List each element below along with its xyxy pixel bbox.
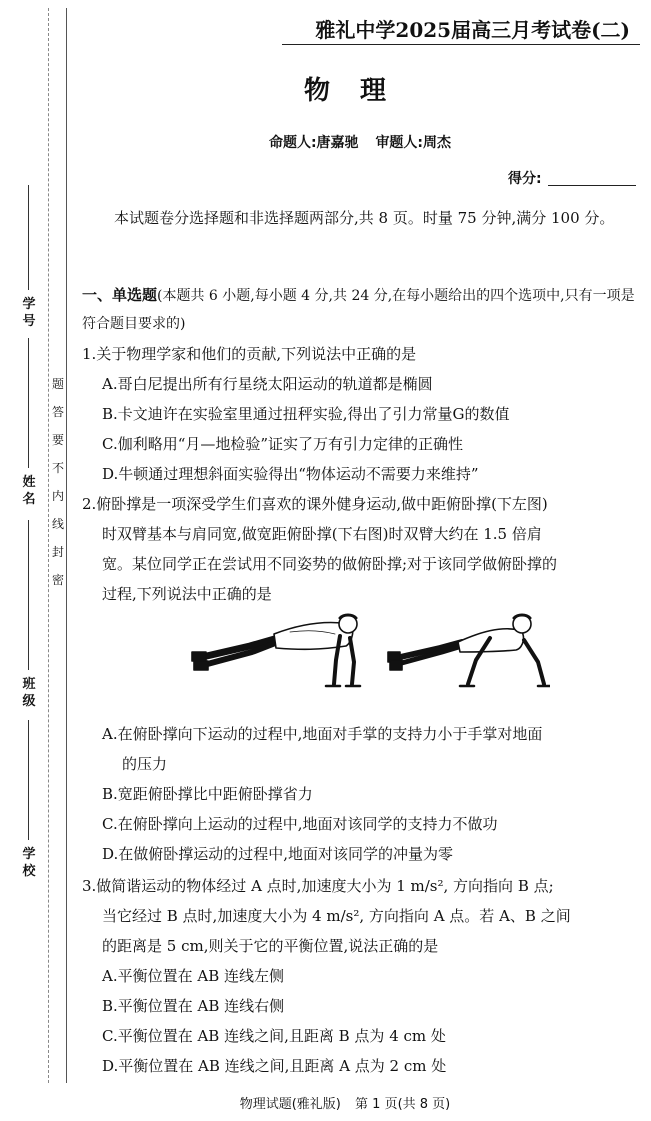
q3-option-c: C.平衡位置在 AB 连线之间,且距离 B 点为 4 cm 处 (102, 1027, 446, 1045)
q2-option-a-cont: 的压力 (122, 755, 168, 773)
q3-option-b: B.平衡位置在 AB 连线右侧 (102, 997, 285, 1015)
q2-stem-line-3: 宽。某位同学正在尝试用不同姿势的做俯卧撑;对于该同学做俯卧撑的 (102, 555, 558, 573)
section-heading (82, 281, 638, 338)
wide-grip-pushup-figure (388, 615, 550, 686)
school-line (28, 720, 29, 840)
pushup-figures (190, 612, 550, 708)
q3-option-a: A.平衡位置在 AB 连线左侧 (102, 967, 284, 985)
q1-option-d: D.牛顿通过理想斜面实验得出“物体运动不需要力来维持” (102, 465, 479, 483)
school-label: 学校 (22, 847, 36, 879)
q3-option-d: D.平衡位置在 AB 连线之间,且距离 A 点为 2 cm 处 (102, 1057, 447, 1075)
section-note: (本题共 6 小题,每小题 4 分,共 24 分,在每小题给出的四个选项中,只有一项是符合题目要求的) (82, 288, 635, 332)
name-label: 姓名 (22, 475, 36, 507)
medium-grip-pushup-figure (192, 615, 360, 686)
name-line (28, 338, 29, 468)
header-rule (282, 44, 640, 45)
no-answer-notice: 题 答 要 不 内 线 封 密 (51, 377, 64, 587)
exam-intro: 本试题卷分选择题和非选择题两部分,共 8 页。时量 75 分钟,满分 100 分。 (114, 209, 615, 227)
q3-stem-line-2: 当它经过 B 点时,加速度大小为 4 m/s², 方向指向 A 点。若 A、B 之间 (102, 907, 571, 925)
reviewer: 审题人:周杰 (375, 135, 452, 151)
binding-dashed-line (48, 8, 49, 1083)
q2-option-d: D.在做俯卧撑运动的过程中,地面对该同学的冲量为零 (102, 845, 454, 863)
student-id-label: 学号 (22, 297, 36, 329)
student-id-line (28, 185, 29, 290)
q2-option-a: A.在俯卧撑向下运动的过程中,地面对手掌的支持力小于手掌对地面 (102, 725, 543, 743)
q2-option-b: B.宽距俯卧撑比中距俯卧撑省力 (102, 785, 313, 803)
score-blank (548, 185, 636, 186)
q1-option-b: B.卡文迪许在实验室里通过扭秤实验,得出了引力常量G的数值 (102, 405, 510, 423)
binding-solid-line (66, 8, 67, 1083)
q2-stem-line-2: 时双臂基本与肩同宽,做宽距俯卧撑(下右图)时双臂大约在 1.5 倍肩 (102, 525, 542, 543)
q1-option-a: A.哥白尼提出所有行星绕太阳运动的轨道都是椭圆 (102, 375, 433, 393)
page-footer (180, 1093, 510, 1112)
q2-stem-line-1: 2.俯卧撑是一项深受学生们喜欢的课外健身运动,做中距俯卧撑(下左图) (82, 495, 548, 513)
class-line (28, 520, 29, 670)
q2-stem-line-4: 过程,下列说法中正确的是 (102, 585, 272, 603)
section-title: 一、单选题 (82, 286, 158, 304)
exam-title: 雅礼中学2025届高三月考试卷(二) (315, 18, 630, 42)
class-label: 班级 (22, 677, 36, 709)
question-1-stem: 1.关于物理学家和他们的贡献,下列说法中正确的是 (82, 345, 417, 363)
q3-stem-line-3: 的距离是 5 cm,则关于它的平衡位置,说法正确的是 (102, 937, 439, 955)
q3-stem-line-1: 3.做简谐运动的物体经过 A 点时,加速度大小为 1 m/s², 方向指向 B 点; (82, 877, 554, 895)
footer-title: 物理试题(雅礼版) (239, 1097, 341, 1112)
authors (100, 132, 620, 152)
score-label: 得分: (508, 171, 542, 187)
footer-page: 第 1 页(共 8 页) (355, 1097, 451, 1112)
q1-option-c: C.伽利略用“月—地检验”证实了万有引力定律的正确性 (102, 435, 464, 453)
subject-title: 物理 (303, 76, 416, 106)
q2-option-c: C.在俯卧撑向上运动的过程中,地面对该同学的支持力不做功 (102, 815, 498, 833)
setter: 命题人:唐嘉驰 (268, 135, 359, 151)
